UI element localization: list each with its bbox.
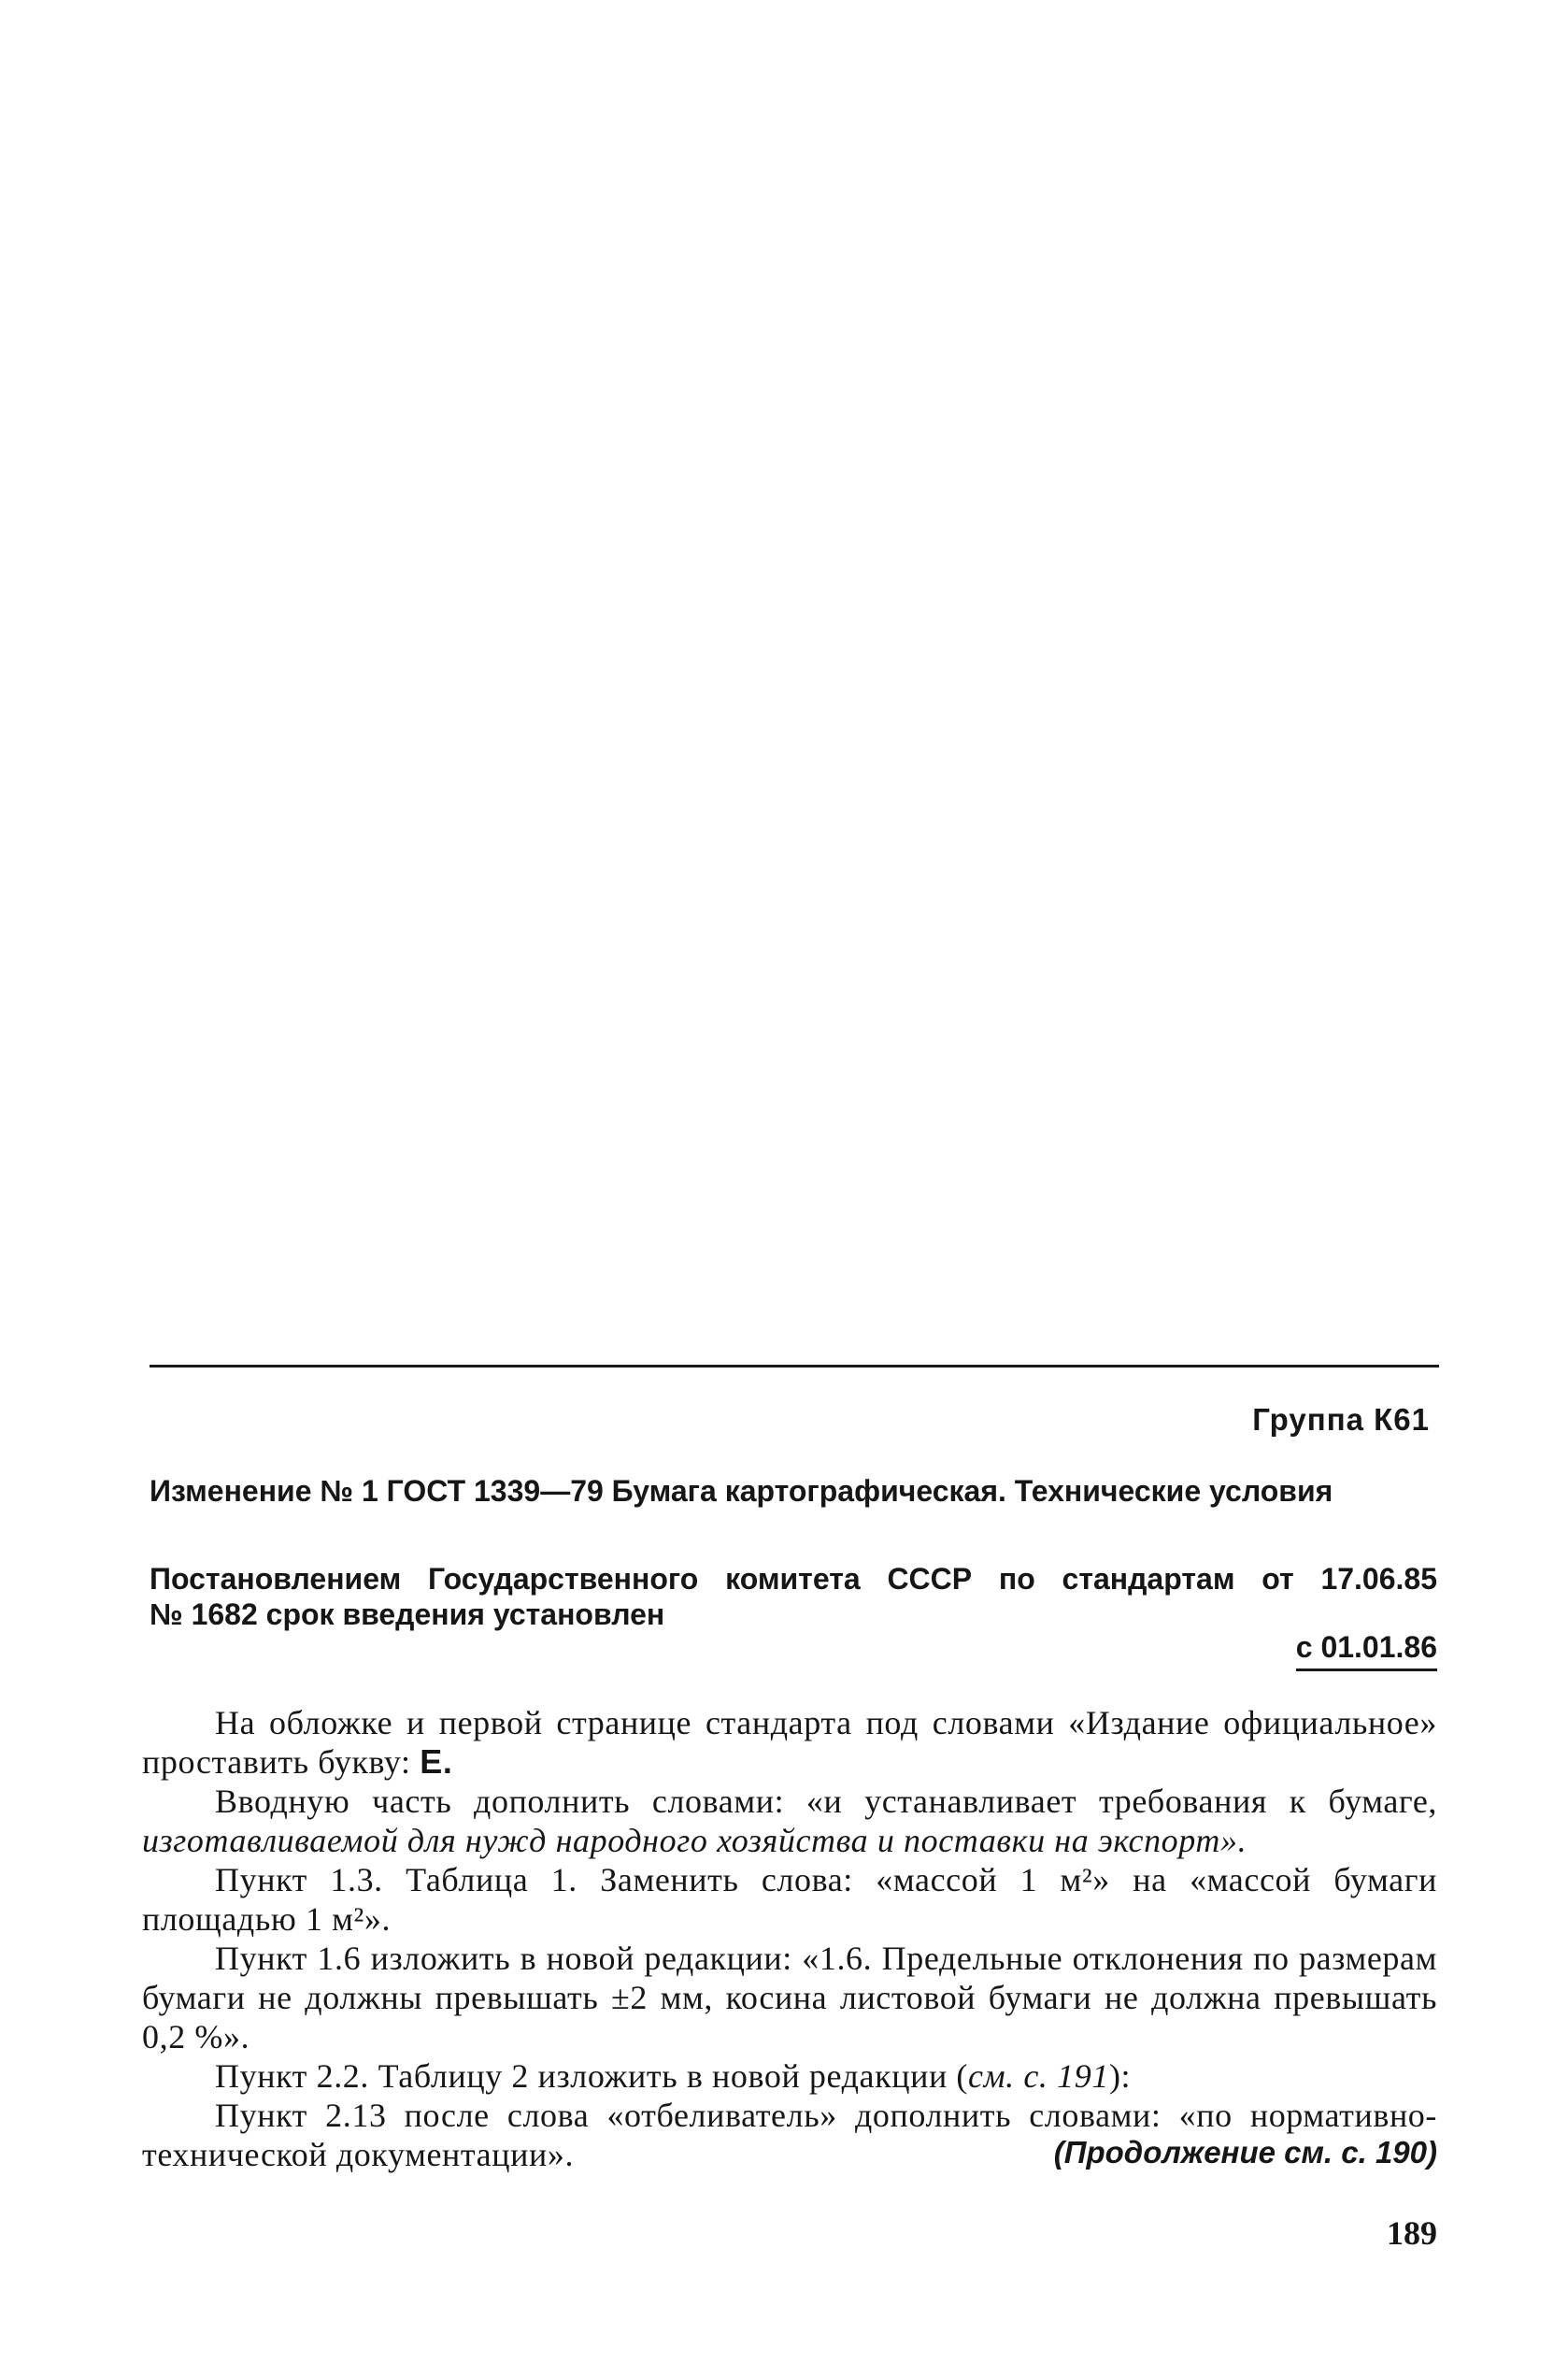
amendment-body [142, 1703, 1437, 2174]
paragraph-cover [142, 1703, 1437, 1782]
paragraph-item-2-2-tail: ): [1108, 2057, 1132, 2095]
page-number: 189 [1387, 2214, 1437, 2252]
paragraph-item-2-2-lead: Пункт 2.2. Таблицу 2 изложить в новой редакции ( [215, 2057, 968, 2095]
paragraph-item-1-3: Пункт 1.3. Таблица 1. Заменить слова: «массой 1 м²» на «массой бумаги площадью 1 м²». [142, 1861, 1437, 1938]
paragraph-cover-text: На обложке и первой странице стандарта под словами «Издание официальное» проставить букву: [142, 1704, 1437, 1781]
paragraph-item-2-2 [142, 2056, 1437, 2096]
effective-date: с 01.01.86 [1296, 1630, 1437, 1671]
paragraph-cover-letter: Е. [420, 1742, 453, 1781]
continuation-note: (Продолжение см. с. 190) [1053, 2135, 1437, 2170]
paragraph-item-2-13: Пункт 2.13 после слова «отбеливатель» дополнить словами: «по нормативно-технической документации». [142, 2097, 1437, 2173]
paragraph-item-1-6: Пункт 1.6 изложить в новой редакции: «1.6. Предельные отклонения по размерам бумаги не должны превышать ±2 мм, косина листовой бумаги не должна превышать 0,2 %». [142, 1940, 1437, 2055]
amendment-title: Изменение № 1 ГОСТ 1339—79 Бумага картографическая. Технические условия [150, 1474, 1333, 1508]
decree-line-1: Постановлением Государственного комитета СССР по стандартам от 17.06.85 [150, 1562, 1437, 1596]
decree-statement [150, 1561, 1437, 1632]
paragraph-item-2-2-ref: см. с. 191 [968, 2057, 1109, 2095]
paragraph-intro-lead: Вводную часть дополнить словами: «и устанавливает требования к бумаге, [215, 1783, 1437, 1820]
group-code: Группа К61 [1252, 1402, 1430, 1437]
decree-line-2: № 1682 срок введения установлен [150, 1597, 665, 1631]
top-rule [150, 1365, 1439, 1368]
paragraph-intro-italic: изготавливаемой для нужд народного хозяйства и поставки на экспорт». [142, 1822, 1247, 1859]
paragraph-intro [142, 1782, 1437, 1860]
